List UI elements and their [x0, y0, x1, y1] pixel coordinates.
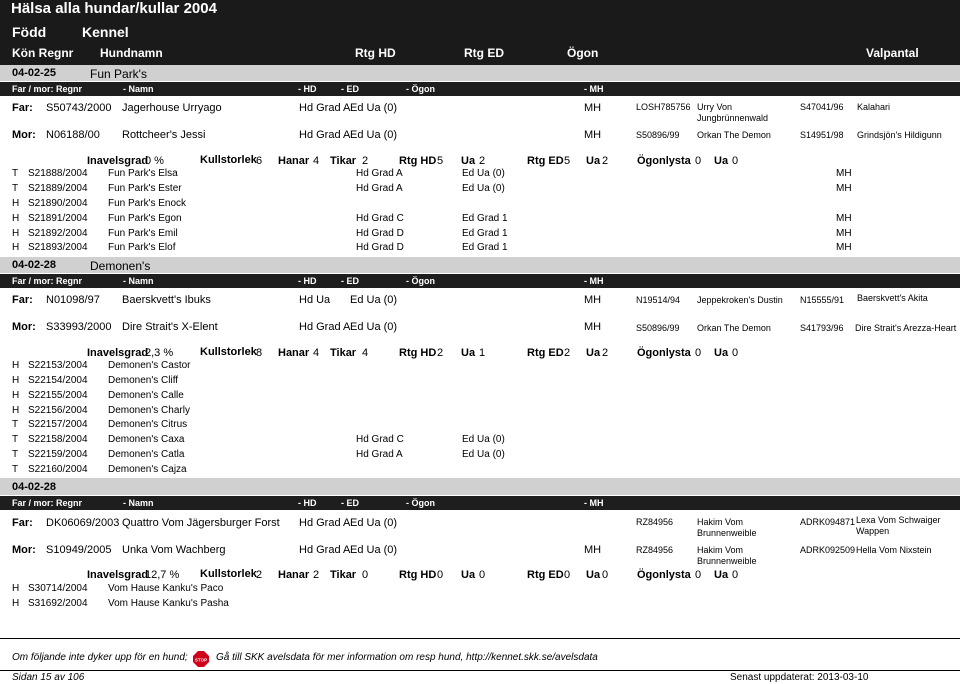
stat-label: Rtg HD [399, 155, 437, 167]
far-mother-regnr: S47041/96 [800, 102, 844, 112]
puppy-ed: Ed Grad 1 [462, 228, 508, 239]
puppy-name: Demonen's Catla [108, 449, 185, 460]
puppy-regnr: S22155/2004 [28, 390, 88, 401]
stat-value: 0 [695, 347, 702, 359]
puppy-regnr: S22156/2004 [28, 405, 88, 416]
header-kennel: Kennel [82, 24, 129, 40]
puppy-mh: MH [836, 183, 852, 194]
mor-hd: Hd Grad A [299, 321, 351, 333]
puppy-name: Fun Park's Emil [108, 228, 178, 239]
far-hd: Hd Grad A [299, 102, 351, 114]
mor-father-name: Hakim Vom Brunnenweible [697, 545, 757, 566]
puppy-ed: Ed Ua (0) [462, 183, 505, 194]
puppy-ed: Ed Grad 1 [462, 213, 508, 224]
stat-label: Rtg ED [527, 347, 564, 359]
col-ogon: - Ögon [406, 84, 435, 94]
stat-value: 0 [695, 155, 702, 167]
col-parent: Far / mor: Regnr [12, 276, 83, 286]
stat-value: 0 [602, 569, 609, 581]
stat-label: Inavelsgrad [87, 155, 149, 167]
far-regnr: S50743/2000 [46, 102, 112, 114]
puppy-sex: H [12, 405, 20, 416]
header-fodd: Född [12, 24, 47, 40]
puppy-hd: Hd Grad A [356, 449, 403, 460]
stat-label: Ögonlysta [637, 347, 691, 359]
puppy-sex: H [12, 360, 20, 371]
stat-label: Tikar [330, 155, 357, 167]
stat-value: 2 [362, 155, 369, 167]
col-parent: Far / mor: Regnr [12, 84, 83, 94]
mor-father-name: Orkan The Demon [697, 323, 771, 333]
puppy-regnr: S21893/2004 [28, 242, 88, 253]
far-label: Far: [12, 294, 33, 306]
puppy-sex: T [12, 168, 19, 179]
mor-name: Rottcheer's Jessi [122, 129, 206, 141]
mor-father-regnr: RZ84956 [636, 545, 674, 555]
mor-mother-regnr: ADRK092509 [800, 545, 856, 555]
puppy-sex: T [12, 464, 19, 475]
mor-ed: Ed Ua (0) [350, 321, 398, 333]
puppy-sex: H [12, 375, 20, 386]
parents-subheader [0, 274, 960, 288]
stat-value: 0 [362, 569, 369, 581]
puppy-name: Demonen's Caxa [108, 434, 185, 445]
far-label: Far: [12, 102, 33, 114]
stat-label: Ögonlysta [637, 155, 691, 167]
col-name: - Namn [123, 498, 154, 508]
puppy-name: Fun Park's Elof [108, 242, 176, 253]
header-kon-regnr: Kön Regnr [12, 46, 74, 60]
header-hundnamn: Hundnamn [100, 46, 163, 60]
litter-date: 04-02-25 [12, 67, 57, 79]
last-updated: Senast uppdaterat: 2013-03-10 [730, 672, 869, 683]
mor-ed: Ed Ua (0) [350, 544, 398, 556]
puppy-mh: MH [836, 228, 852, 239]
stat-label: Kullstorlek [200, 346, 257, 358]
col-hd: - HD [298, 276, 317, 286]
page-title: Hälsa alla hundar/kullar 2004 [11, 0, 217, 17]
far-regnr: DK06069/2003 [46, 517, 120, 529]
report-header [0, 0, 960, 68]
stat-label: Hanar [278, 347, 310, 359]
col-mh: - MH [584, 84, 604, 94]
mor-mh: MH [584, 129, 602, 141]
stat-value: 0 [479, 569, 486, 581]
stat-label: Hanar [278, 569, 310, 581]
stat-label: Inavelsgrad [87, 347, 149, 359]
stat-value: 5 [564, 155, 571, 167]
puppy-hd: Hd Grad A [356, 168, 403, 179]
stat-label: Kullstorlek [200, 154, 257, 166]
puppy-hd: Hd Grad C [356, 434, 404, 445]
stat-label: Tikar [330, 569, 357, 581]
mor-mother-regnr: S41793/96 [800, 323, 844, 333]
stat-value: 0 [732, 347, 739, 359]
puppy-mh: MH [836, 168, 852, 179]
stat-value: 0 [732, 569, 739, 581]
far-name: Baerskvett's Ibuks [122, 294, 211, 306]
stat-label: Ua [714, 347, 729, 359]
stat-label: Kullstorlek [200, 568, 257, 580]
puppy-hd: Hd Grad D [356, 242, 404, 253]
stat-label: Ua [586, 347, 601, 359]
stat-value: 0 [695, 569, 702, 581]
stat-label: Ögonlysta [637, 569, 691, 581]
stat-value: 0 [564, 569, 571, 581]
mor-regnr: S10949/2005 [46, 544, 112, 556]
stat-label: Ua [461, 569, 476, 581]
puppy-hd: Hd Grad D [356, 228, 404, 239]
puppy-sex: H [12, 242, 20, 253]
puppy-mh: MH [836, 242, 852, 253]
mor-label: Mor: [12, 129, 36, 141]
far-regnr: N01098/97 [46, 294, 100, 306]
far-father-name: Urry Von Jungbrünnenwald [697, 102, 769, 123]
stat-label: Ua [714, 569, 729, 581]
mor-father-regnr: S50896/99 [636, 130, 680, 140]
puppy-ed: Ed Ua (0) [462, 434, 505, 445]
stat-label: Rtg HD [399, 347, 437, 359]
stat-value: 0 % [145, 155, 164, 167]
puppy-name: Fun Park's Ester [108, 183, 182, 194]
mor-father-regnr: S50896/99 [636, 323, 680, 333]
far-name: Quattro Vom Jägersburger Forst [122, 517, 280, 529]
far-label: Far: [12, 517, 33, 529]
far-ed: Ed Ua (0) [350, 102, 398, 114]
puppy-regnr: S30714/2004 [28, 583, 88, 594]
stat-value: 2 [602, 347, 609, 359]
stat-value: 2 [437, 347, 444, 359]
puppy-sex: H [12, 228, 20, 239]
litter-kennel: Demonen's [90, 259, 151, 273]
puppy-regnr: S22158/2004 [28, 434, 88, 445]
mor-regnr: S33993/2000 [46, 321, 112, 333]
col-name: - Namn [123, 84, 154, 94]
mor-mh: MH [584, 544, 602, 556]
footer-divider-bottom [0, 670, 960, 671]
puppy-ed: Ed Ua (0) [462, 168, 505, 179]
puppy-sex: H [12, 213, 20, 224]
parents-subheader [0, 496, 960, 510]
mor-hd: Hd Grad A [299, 129, 351, 141]
puppy-name: Demonen's Cliff [108, 375, 179, 386]
far-father-name: Jeppekroken's Dustin [697, 295, 783, 305]
puppy-sex: H [12, 583, 20, 594]
far-father-regnr: RZ84956 [636, 517, 674, 527]
stop-text: STOP [194, 657, 208, 663]
puppy-regnr: S21890/2004 [28, 198, 88, 209]
far-father-name: Hakim Vom Brunnenweible [697, 517, 757, 538]
mor-label: Mor: [12, 544, 36, 556]
stat-label: Rtg HD [399, 569, 437, 581]
stat-value: 0 [732, 155, 739, 167]
col-ed: - ED [341, 276, 359, 286]
header-ogon: Ögon [567, 46, 599, 60]
stat-value: 2 [256, 569, 263, 581]
puppy-regnr: S21888/2004 [28, 168, 88, 179]
mor-regnr: N06188/00 [46, 129, 100, 141]
stat-label: Tikar [330, 347, 357, 359]
col-name: - Namn [123, 276, 154, 286]
stat-value: 2 [313, 569, 320, 581]
puppy-regnr: S21889/2004 [28, 183, 88, 194]
puppy-sex: T [12, 434, 19, 445]
litter-date: 04-02-28 [12, 481, 57, 493]
stat-value: 8 [256, 347, 263, 359]
far-name: Jagerhouse Urryago [122, 102, 222, 114]
puppy-name: Vom Hause Kanku's Pasha [108, 598, 229, 609]
parents-subheader [0, 82, 960, 96]
far-mother-regnr: N15555/91 [800, 295, 845, 305]
stat-value: 0 [437, 569, 444, 581]
far-ed: Ed Ua (0) [350, 294, 398, 306]
puppy-mh: MH [836, 213, 852, 224]
puppy-name: Fun Park's Enock [108, 198, 187, 209]
puppy-regnr: S22154/2004 [28, 375, 88, 386]
stat-label: Ua [586, 569, 601, 581]
stat-label: Hanar [278, 155, 310, 167]
puppy-hd: Hd Grad A [356, 183, 403, 194]
stat-value: 2 [479, 155, 486, 167]
stat-value: 2,3 % [145, 347, 174, 359]
far-father-regnr: LOSH785756 [636, 102, 691, 112]
puppy-regnr: S22153/2004 [28, 360, 88, 371]
far-ed: Ed Ua (0) [350, 517, 398, 529]
footer-note: Om följande inte dyker upp för en hund; [12, 652, 188, 663]
stat-label: Ua [461, 347, 476, 359]
far-mother-name: Lexa Vom Schwaiger Wappen [856, 515, 941, 536]
far-hd: Hd Ua [299, 294, 331, 306]
puppy-regnr: S21892/2004 [28, 228, 88, 239]
stat-value: 2 [564, 347, 571, 359]
mor-hd: Hd Grad A [299, 544, 351, 556]
mor-mother-name: Grindsjön's Hildigunn [857, 130, 942, 140]
col-hd: - HD [298, 498, 317, 508]
puppy-name: Demonen's Castor [108, 360, 191, 371]
puppy-sex: H [12, 390, 20, 401]
stat-label: Ua [586, 155, 601, 167]
col-ogon: - Ögon [406, 498, 435, 508]
puppy-regnr: S22157/2004 [28, 419, 88, 430]
puppy-hd: Hd Grad C [356, 213, 404, 224]
puppy-regnr: S22159/2004 [28, 449, 88, 460]
stat-label: Inavelsgrad [87, 569, 149, 581]
stop-icon [193, 651, 209, 667]
col-hd: - HD [298, 84, 317, 94]
puppy-ed: Ed Grad 1 [462, 242, 508, 253]
mor-name: Unka Vom Wachberg [122, 544, 226, 556]
avelsdata-link[interactable]: Gå till SKK avelsdata för mer information om resp hund, http://kennet.skk.se/avelsdata [216, 652, 598, 663]
far-hd: Hd Grad A [299, 517, 351, 529]
col-mh: - MH [584, 276, 604, 286]
page-number: Sidan 15 av 106 [12, 672, 85, 683]
col-ed: - ED [341, 84, 359, 94]
puppy-sex: H [12, 598, 20, 609]
stat-value: 4 [362, 347, 369, 359]
puppy-name: Fun Park's Elsa [108, 168, 178, 179]
stat-label: Ua [714, 155, 729, 167]
footer-divider [0, 638, 960, 639]
puppy-regnr: S31692/2004 [28, 598, 88, 609]
litter-kennel: Fun Park's [90, 67, 147, 81]
puppy-name: Demonen's Charly [108, 405, 190, 416]
mor-mother-name: Hella Vom Nixstein [856, 545, 932, 555]
puppy-name: Demonen's Citrus [108, 419, 188, 430]
stat-value: 4 [313, 155, 320, 167]
puppy-ed: Ed Ua (0) [462, 449, 505, 460]
litter-date: 04-02-28 [12, 259, 57, 271]
mor-father-name: Orkan The Demon [697, 130, 771, 140]
stat-label: Rtg ED [527, 155, 564, 167]
far-mother-regnr: ADRK094871 [800, 517, 856, 527]
header-valpantal: Valpantal [866, 46, 919, 60]
far-mh: MH [584, 102, 602, 114]
mor-mother-regnr: S14951/98 [800, 130, 844, 140]
far-mother-name: Baerskvett's Akita [857, 293, 928, 303]
col-mh: - MH [584, 498, 604, 508]
far-father-regnr: N19514/94 [636, 295, 681, 305]
header-rtg-hd: Rtg HD [355, 46, 396, 60]
far-mh: MH [584, 294, 602, 306]
mor-name: Dire Strait's X-Elent [122, 321, 218, 333]
mor-mother-name: Dire Strait's Arezza-Heart [855, 323, 957, 333]
puppy-name: Demonen's Calle [108, 390, 184, 401]
puppy-regnr: S22160/2004 [28, 464, 88, 475]
puppy-sex: T [12, 449, 19, 460]
puppy-name: Fun Park's Egon [108, 213, 182, 224]
puppy-name: Demonen's Cajza [108, 464, 187, 475]
stat-value: 2 [602, 155, 609, 167]
litter-band [0, 478, 960, 495]
stat-label: Ua [461, 155, 476, 167]
stat-value: 5 [437, 155, 444, 167]
mor-mh: MH [584, 321, 602, 333]
stat-value: 1 [479, 347, 486, 359]
puppy-sex: H [12, 198, 20, 209]
mor-label: Mor: [12, 321, 36, 333]
stat-value: 12,7 % [145, 569, 180, 581]
puppy-sex: T [12, 419, 19, 430]
far-mother-name: Kalahari [857, 102, 891, 112]
mor-ed: Ed Ua (0) [350, 129, 398, 141]
stat-label: Rtg ED [527, 569, 564, 581]
col-parent: Far / mor: Regnr [12, 498, 83, 508]
puppy-sex: T [12, 183, 19, 194]
stat-value: 6 [256, 155, 263, 167]
stat-value: 4 [313, 347, 320, 359]
header-rtg-ed: Rtg ED [464, 46, 504, 60]
col-ogon: - Ögon [406, 276, 435, 286]
col-ed: - ED [341, 498, 359, 508]
puppy-regnr: S21891/2004 [28, 213, 88, 224]
puppy-name: Vom Hause Kanku's Paco [108, 583, 224, 594]
